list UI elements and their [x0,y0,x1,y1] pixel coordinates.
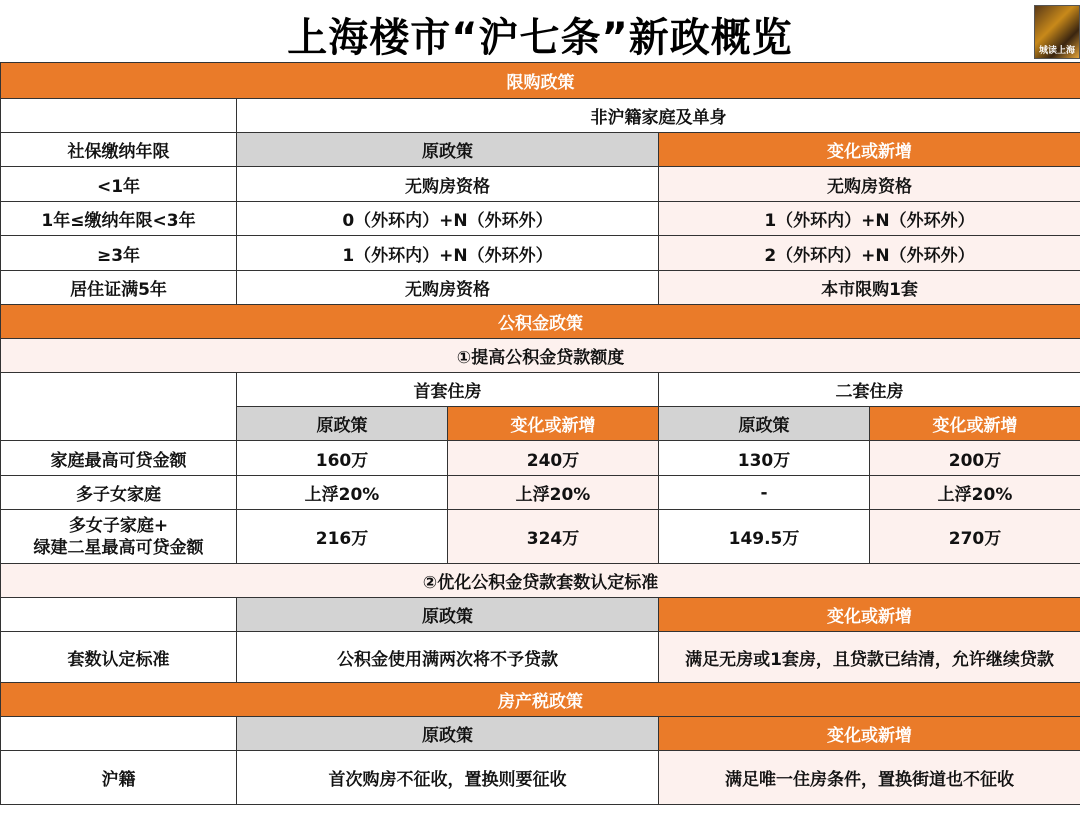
empty-cell [1,373,237,441]
group-header: 非沪籍家庭及单身 [237,99,1080,133]
second-old-value: 149.5万 [659,510,870,564]
policy-table [0,62,1080,805]
row-header-label: 社保缴纳年限 [1,133,237,167]
section-header-property-tax: 房产税政策 [1,683,1080,717]
col-old-policy: 原政策 [659,407,870,441]
new-value: 无购房资格 [659,167,1080,202]
first-new-value: 324万 [448,510,659,564]
first-old-value: 160万 [237,441,448,476]
empty-cell [1,598,237,632]
col-new-policy: 变化或新增 [448,407,659,441]
section-header-purchase-limit: 限购政策 [1,63,1080,99]
empty-cell [1,717,237,751]
row-label-line-2: 绿建二星最高可贷金额 [33,537,204,558]
col-old-policy: 原政策 [237,407,448,441]
page-title: 上海楼市“沪七条”新政概览 [287,15,793,61]
col-old-policy: 原政策 [237,133,659,167]
first-home-header: 首套住房 [237,373,659,407]
col-new-policy: 变化或新增 [659,133,1080,167]
second-old-value: - [659,476,870,510]
empty-cell [1,99,237,133]
row-label [1,510,237,564]
col-new-policy: 变化或新增 [870,407,1080,441]
old-value: 1（外环内）+N（外环外） [237,236,659,271]
subsection-loan-limit: ①提高公积金贷款额度 [1,339,1080,373]
old-value: 公积金使用满两次将不予贷款 [237,632,659,683]
new-value: 2（外环内）+N（外环外） [659,236,1080,271]
new-value: 满足无房或1套房，且贷款已结清，允许继续贷款 [659,632,1080,683]
first-old-value: 216万 [237,510,448,564]
row-label: 居住证满5年 [1,271,237,305]
brand-logo [1034,5,1080,59]
second-new-value: 上浮20% [870,476,1080,510]
subsection-count-standard: ②优化公积金贷款套数认定标准 [1,564,1080,598]
first-new-value: 240万 [448,441,659,476]
row-label: 套数认定标准 [1,632,237,683]
row-label: ≥3年 [1,236,237,271]
section-header-housing-fund: 公积金政策 [1,305,1080,339]
title-bar [0,0,1080,62]
row-label-line-1: 多女子家庭+ [68,515,169,536]
row-label: 沪籍 [1,751,237,805]
second-old-value: 130万 [659,441,870,476]
row-label: 家庭最高可贷金额 [1,441,237,476]
old-value: 无购房资格 [237,167,659,202]
first-new-value: 上浮20% [448,476,659,510]
old-value: 无购房资格 [237,271,659,305]
new-value: 满足唯一住房条件，置换街道也不征收 [659,751,1080,805]
second-new-value: 200万 [870,441,1080,476]
first-old-value: 上浮20% [237,476,448,510]
col-old-policy: 原政策 [237,598,659,632]
row-label: <1年 [1,167,237,202]
second-new-value: 270万 [870,510,1080,564]
col-new-policy: 变化或新增 [659,598,1080,632]
old-value: 0（外环内）+N（外环外） [237,202,659,236]
new-value: 1（外环内）+N（外环外） [659,202,1080,236]
new-value: 本市限购1套 [659,271,1080,305]
row-label: 多子女家庭 [1,476,237,510]
logo-text: 城读上海 [1038,46,1075,56]
second-home-header: 二套住房 [659,373,1080,407]
col-new-policy: 变化或新增 [659,717,1080,751]
row-label: 1年≤缴纳年限<3年 [1,202,237,236]
old-value: 首次购房不征收，置换则要征收 [237,751,659,805]
col-old-policy: 原政策 [237,717,659,751]
